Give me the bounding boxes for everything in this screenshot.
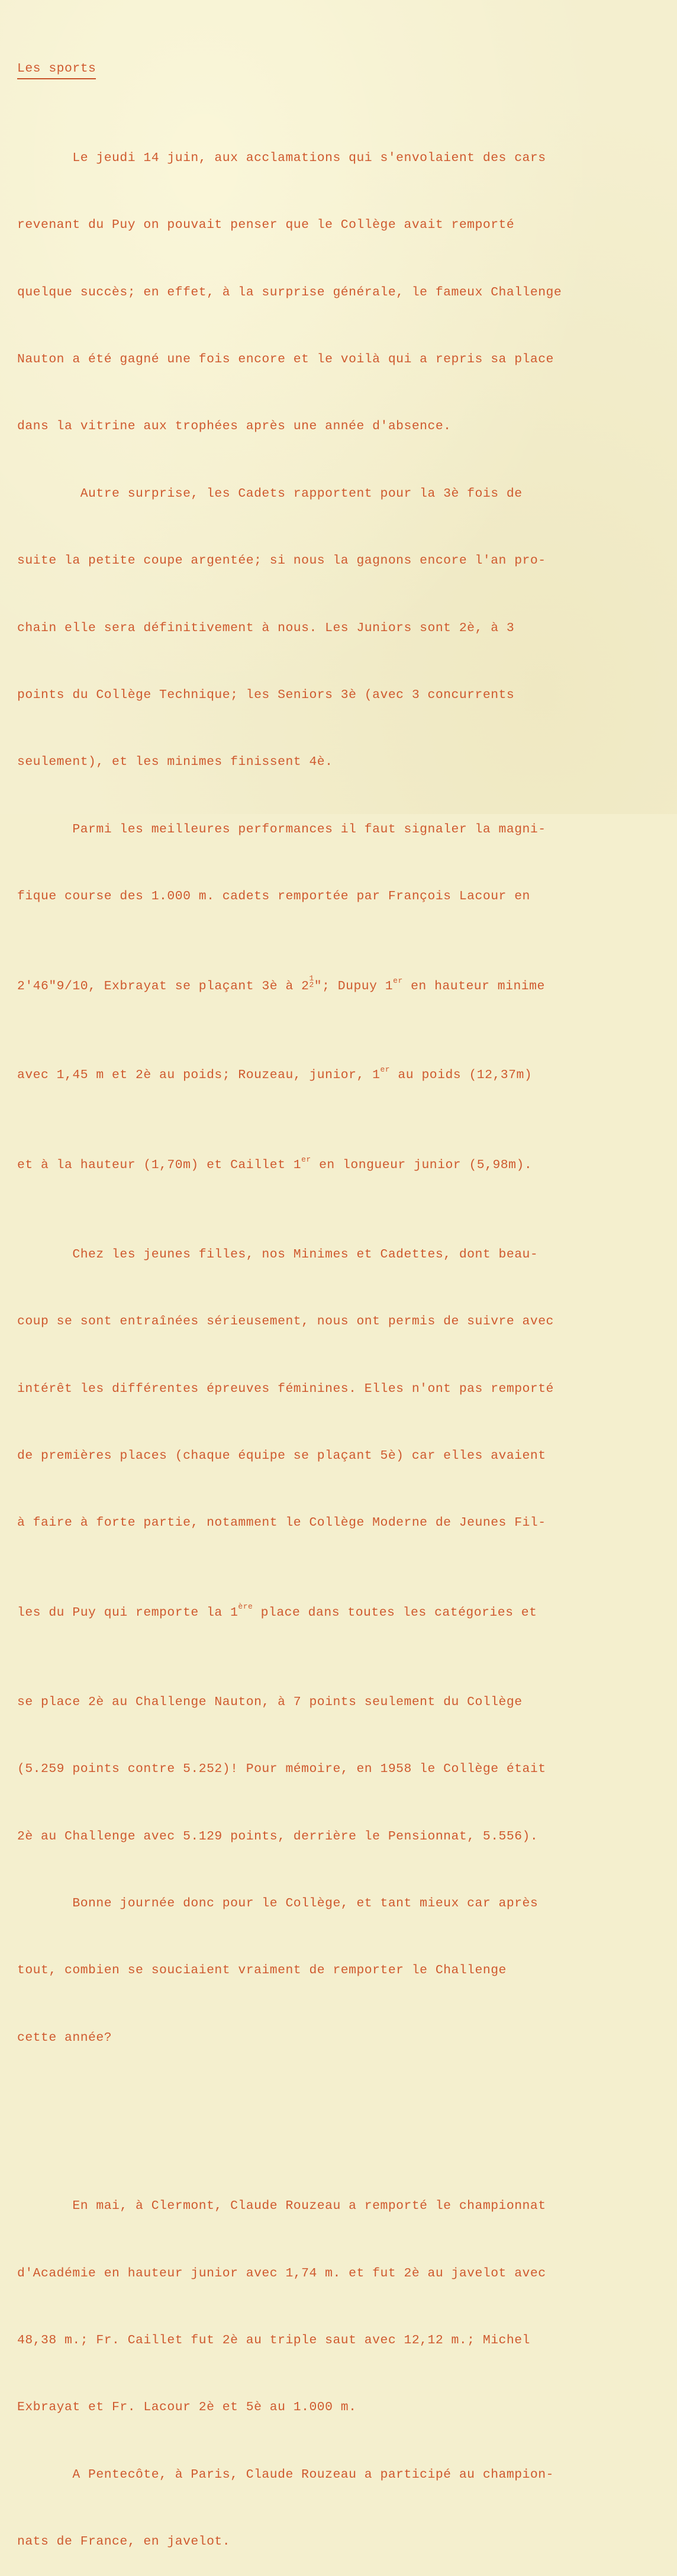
fraction-numerator: 1	[309, 974, 314, 983]
text-line: 2è au Challenge avec 5.129 points, derrière le Pensionnat, 5.556).	[17, 1829, 539, 1844]
text-segment: 2'46"9/10, Exbrayat se plaçant 3è à 2	[17, 979, 310, 994]
text-line	[17, 975, 668, 998]
text-segment: les du Puy qui remporte la 1	[17, 1605, 238, 1620]
text-line: revenant du Puy on pouvait penser que le Collège avait remporté	[17, 218, 515, 233]
text-line: Chez les jeunes filles, nos Minimes et Cadettes, dont beau-	[17, 1247, 539, 1262]
text-line: dans la vitrine aux trophées après une année d'absence.	[17, 419, 452, 434]
text-line: seulement), et les minimes finissent 4è.	[17, 755, 333, 770]
text-line: Parmi les meilleures performances il faut signaler la magni-	[17, 822, 546, 837]
text-line: suite la petite coupe argentée; si nous la gagnons encore l'an pro-	[17, 554, 546, 568]
text-line: Nauton a été gagné une fois encore et le voilà qui a repris sa place	[17, 352, 554, 366]
text-line: fique course des 1.000 m. cadets remportée par François Lacour en	[17, 889, 530, 904]
text-segment: en hauteur minime	[402, 979, 545, 994]
text-line: 48,38 m.; Fr. Caillet fut 2è au triple saut avec 12,12 m.; Michel	[17, 2333, 530, 2348]
paragraph-gap	[17, 2117, 668, 2128]
text-line: Exbrayat et Fr. Lacour 2è et 5è au 1.000 m.	[17, 2400, 357, 2415]
ordinal-superscript: er	[393, 976, 403, 986]
ordinal-superscript: ère	[238, 1602, 253, 1612]
text-line: de premières places (chaque équipe se plaçant 5è) car elles avaient	[17, 1449, 546, 1463]
text-line: nats de France, en javelot.	[17, 2535, 231, 2549]
heading-line	[17, 58, 668, 81]
text-line	[17, 1602, 668, 1625]
ordinal-superscript: er	[301, 1154, 311, 1164]
text-segment: avec 1,45 m et 2è au poids; Rouzeau, junior, 1	[17, 1068, 381, 1083]
text-segment: et à la hauteur (1,70m) et Caillet 1	[17, 1157, 302, 1172]
section-title: Les sports	[17, 60, 96, 79]
text-segment: place dans toutes les catégories et	[253, 1605, 537, 1620]
text-line: intérêt les différentes épreuves féminines. Elles n'ont pas remporté	[17, 1381, 554, 1396]
text-line	[17, 1065, 668, 1087]
text-line: Bonne journée donc pour le Collège, et tant mieux car après	[17, 1896, 539, 1911]
text-line: d'Académie en hauteur junior avec 1,74 m. et fut 2è au javelot avec	[17, 2266, 546, 2281]
text-segment: en longueur junior (5,98m).	[311, 1157, 533, 1172]
text-line: se place 2è au Challenge Nauton, à 7 points seulement du Collège	[17, 1694, 523, 1709]
text-line: (5.259 points contre 5.252)! Pour mémoire, en 1958 le Collège était	[17, 1762, 546, 1777]
text-line: tout, combien se souciaient vraiment de remporter le Challenge	[17, 1963, 507, 1978]
text-line: coup se sont entraînées sérieusement, nous ont permis de suivre avec	[17, 1314, 554, 1329]
text-line: quelque succès; en effet, à la surprise générale, le fameux Challenge	[17, 285, 562, 300]
text-segment: "; Dupuy 1	[314, 979, 394, 994]
text-line: à faire à forte partie, notamment le Collège Moderne de Jeunes Fil-	[17, 1516, 546, 1530]
ordinal-superscript: er	[380, 1065, 391, 1075]
fraction-denominator: 2	[309, 980, 314, 990]
text-line: Le jeudi 14 juin, aux acclamations qui s'envolaient des cars	[17, 150, 546, 165]
text-line	[17, 1154, 668, 1177]
fraction	[309, 975, 314, 988]
text-segment: au poids (12,37m)	[390, 1068, 533, 1083]
text-line: points du Collège Technique; les Seniors 3è (avec 3 concurrents	[17, 687, 515, 702]
text-line: En mai, à Clermont, Claude Rouzeau a remporté le championnat	[17, 2199, 546, 2214]
text-line: chain elle sera définitivement à nous. Les Juniors sont 2è, à 3	[17, 620, 515, 635]
text-line: Autre surprise, les Cadets rapportent pour la 3è fois de	[17, 486, 523, 501]
text-line: A Pentecôte, à Paris, Claude Rouzeau a participé au champion-	[17, 2467, 554, 2482]
text-line: cette année?	[17, 2030, 112, 2045]
typed-document	[17, 13, 668, 2576]
